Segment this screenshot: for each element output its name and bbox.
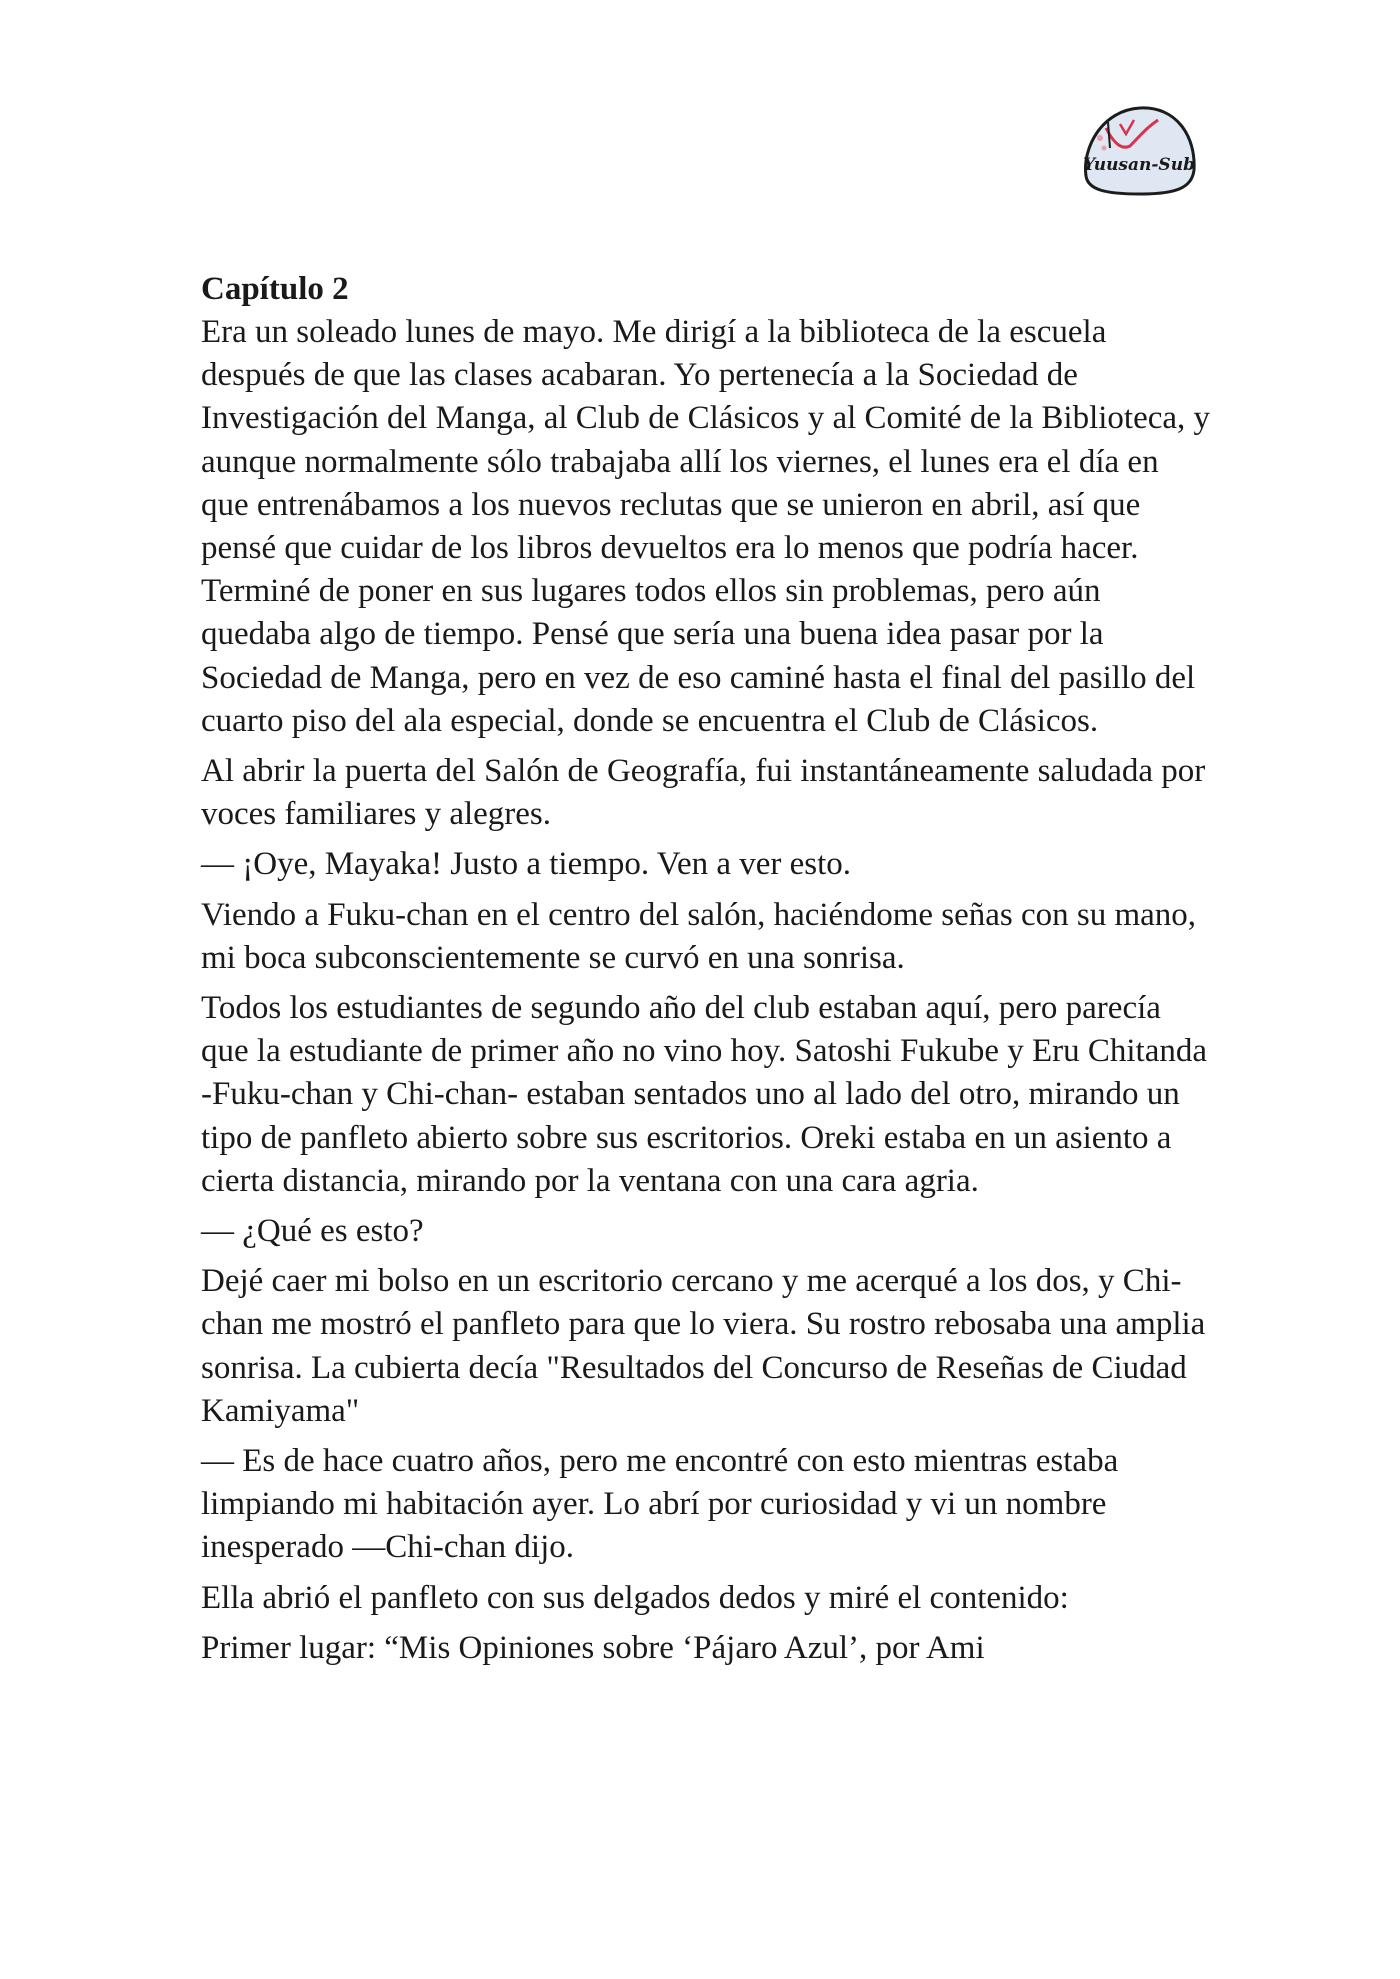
dialogue-line-3: — Es de hace cuatro años, pero me encontré con esto mientras estaba limpiando mi habitación ayer. Lo abrí por curiosidad y vi un nombre inesperado —Chi-chan dijo. <box>201 1443 1119 1566</box>
paragraph-5: Dejé caer mi bolso en un escritorio cercano y me acerqué a los dos, y Chi-chan me mostró el panfleto para que lo viera. Su rostro rebosaba una amplia sonrisa. La cubierta decía "Resultados del Concurso de Reseñas de Ciudad Kamiyama" <box>201 1263 1206 1429</box>
paragraph-1: Era un soleado lunes de mayo. Me dirigí a la biblioteca de la escuela después de que las clases acabaran. Yo pertenecía a la Sociedad de Investigación del Manga, al Club de Clásicos y al Comité de la Biblioteca, y aunque normalmente sólo trabajaba allí los viernes, el lunes era el día en que entrenábamos a los nuevos reclutas que se unieron en abril, así que pensé que cuidar de los libros devueltos era lo menos que podría hacer. Terminé de poner en sus lugares todos ellos sin problemas, pero aún quedaba algo de tiempo. Pensé que sería una buena idea pasar por la Sociedad de Manga, pero en vez de eso caminé hasta el final del pasillo del cuarto piso del ala especial, donde se encuentra el Club de Clásicos. <box>201 314 1211 739</box>
logo-text: Yuusan-Sub <box>1083 155 1195 175</box>
chapter-title: Capítulo 2 <box>201 271 349 307</box>
paragraph-7: Primer lugar: “Mis Opiniones sobre ‘Pájaro Azul’, por Ami <box>201 1629 985 1666</box>
chapter-body <box>201 268 1211 1677</box>
paragraph-6: Ella abrió el panfleto con sus delgados dedos y miré el contenido: <box>201 1579 1069 1616</box>
paragraph-2: Al abrir la puerta del Salón de Geografía, fui instantáneamente saludada por voces familiares y alegres. <box>201 753 1206 833</box>
paragraph-4: Todos los estudiantes de segundo año del club estaban aquí, pero parecía que la estudiante de primer año no vino hoy. Satoshi Fukube y Eru Chitanda -Fuku-chan y Chi-chan- estaban sentados uno al lado del otro, mirando un tipo de panfleto abierto sobre sus escritorios. Oreki estaba en un asiento a cierta distancia, mirando por la ventana con una cara agria. <box>201 990 1208 1199</box>
yuusan-sub-logo <box>1080 104 1198 196</box>
paragraph-3: Viendo a Fuku-chan en el centro del salón, haciéndome señas con su mano, mi boca subconscientemente se curvó en una sonrisa. <box>201 896 1197 976</box>
dialogue-line-1: — ¡Oye, Mayaka! Justo a tiempo. Ven a ver esto. <box>201 846 852 883</box>
dialogue-line-2: — ¿Qué es esto? <box>201 1213 424 1250</box>
